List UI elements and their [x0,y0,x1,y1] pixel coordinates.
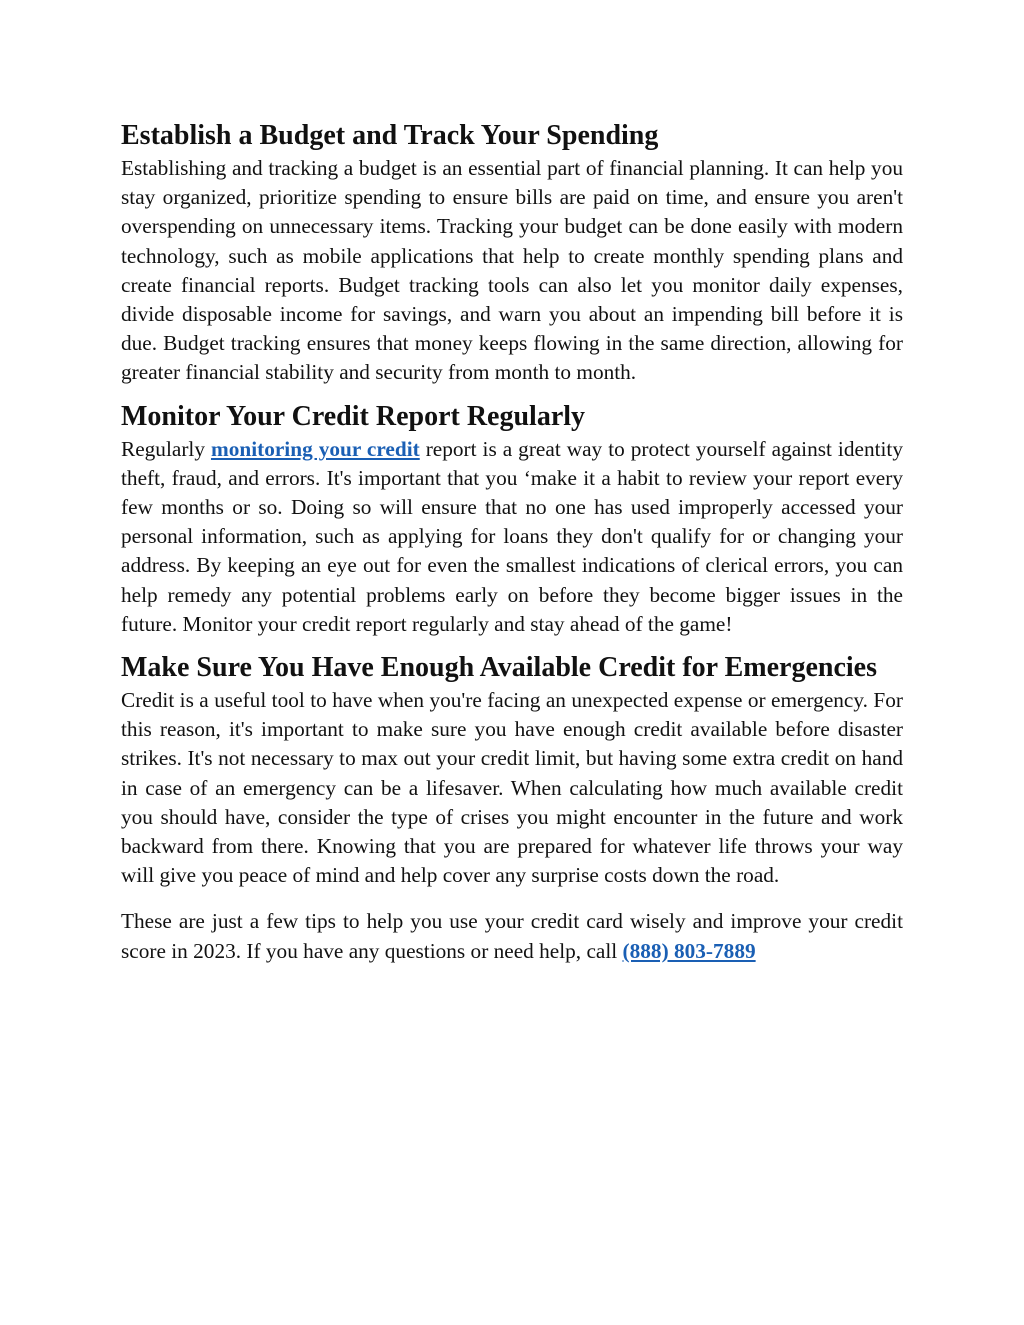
section-body: Establishing and tracking a budget is an essential part of financial planning. It can help you stay organized, prioritize spending to ensure bills are paid on time, and ensure you aren't overspending on unnecessary items. Tracking your budget can be done easily with modern technology, such as mobile applications that help to create monthly spending plans and create financial reports. Budget tracking tools can also let you monitor daily expenses, divide disposable income for savings, and warn you about an impending bill before it is due. Budget tracking ensures that money keeps flowing in the same direction, allowing for greater financial stability and security from month to month. [121,156,903,385]
section-heading: Establish a Budget and Track Your Spending [121,120,659,151]
document-page [121,118,903,966]
section-body: Credit is a useful tool to have when you're facing an unexpected expense or emergency. For this reason, it's important to make sure you have enough credit available before disaster strikes. It's not necessary to max out your credit limit, but having some extra credit on hand in case of an emergency can be a lifesaver. When calculating how much available credit you should have, consider the type of crises you might encounter in the future and work backward from there. Knowing that you are prepared for whatever life throws your way will give you peace of mind and help cover any surprise costs down the road. [121,688,903,888]
phone-number-link[interactable]: (888) 803-7889 [622,938,756,963]
section-body [121,435,903,639]
section-heading: Monitor Your Credit Report Regularly [121,400,586,432]
closing-paragraph [121,907,903,965]
section-credit-report [121,399,903,639]
closing-text: These are just a few tips to help you use your credit card wisely and improve your credit score in 2023. If you have any questions or need help, call [121,909,903,963]
section-budget [121,118,903,388]
section-heading: Make Sure You Have Enough Available Credit for Emergencies [121,652,877,684]
section-emergency-credit [121,650,903,890]
monitoring-credit-link[interactable]: monitoring your credit [210,436,420,461]
body-text-after-link: report is a great way to protect yourself against identity theft, fraud, and errors. It's important that you ‘make it a habit to review your report every few months or so. Doing so will ensure that no one has used improperly accessed your personal information, such as applying for loans they don't qualify for or changing your address. By keeping an eye out for even the smallest indications of clerical errors, you can help remedy any potential problems early on before they become bigger issues in the future. Monitor your credit report regularly and stay ahead of the game! [121,436,903,636]
body-text-before-link: Regularly [121,436,211,461]
